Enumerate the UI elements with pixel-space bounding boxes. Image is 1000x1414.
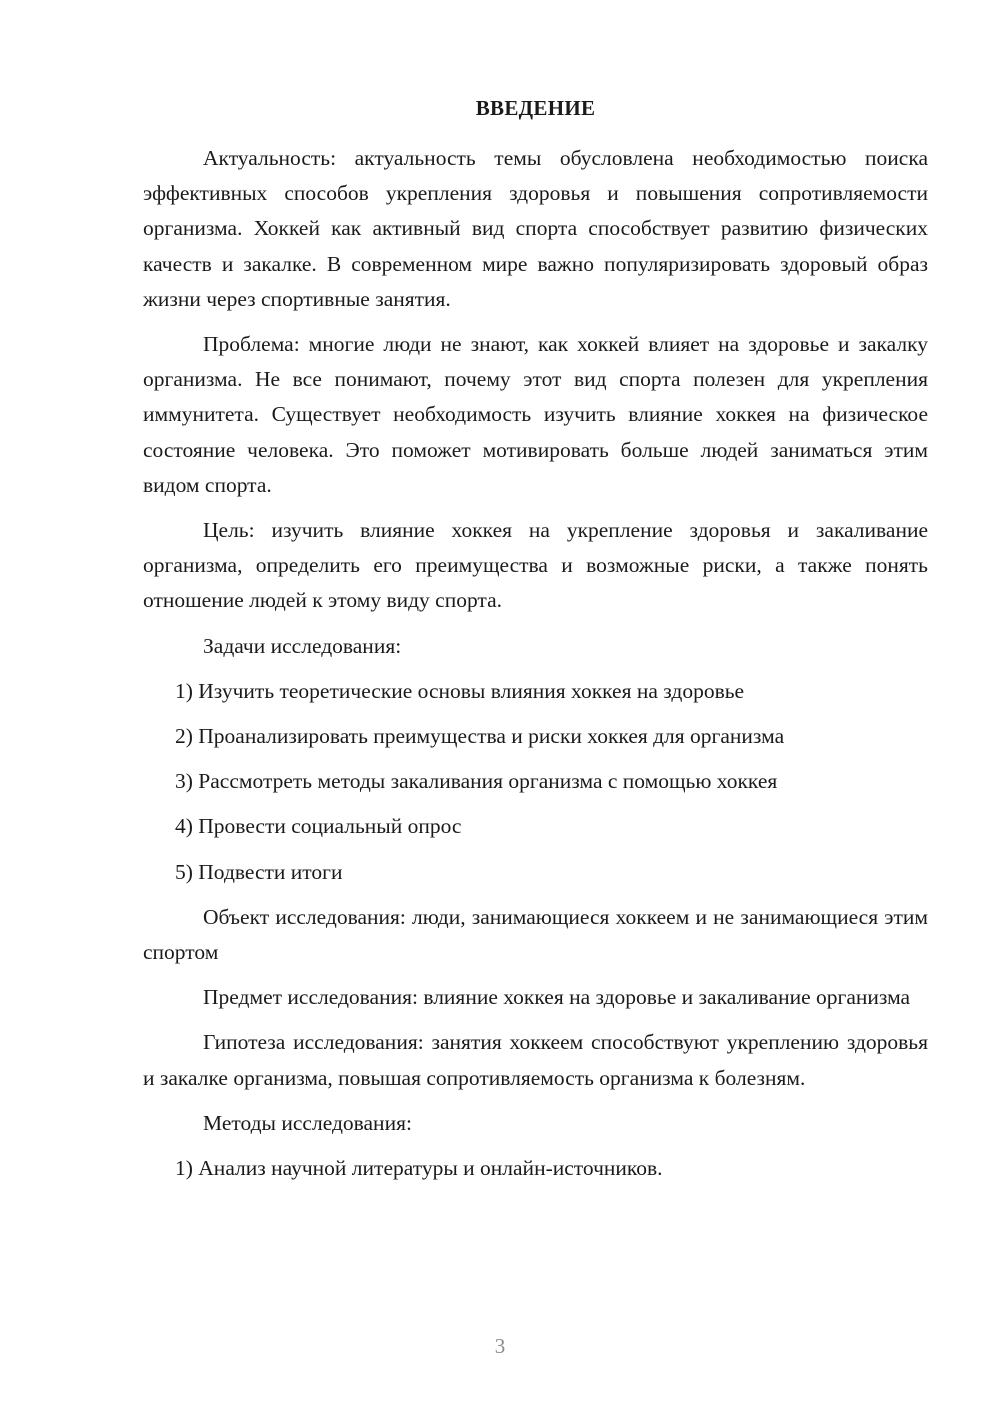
document-page bbox=[143, 96, 928, 1196]
list-item: 4) Провести социальный опрос bbox=[175, 814, 462, 839]
list-item: 1) Изучить теоретические основы влияния хоккея на здоровье bbox=[175, 678, 745, 703]
page-title: ВВЕДЕНИЕ bbox=[475, 96, 596, 120]
methods-heading: Методы исследования: bbox=[203, 1110, 412, 1135]
tasks-heading: Задачи исследования: bbox=[203, 633, 402, 658]
tasks-list bbox=[143, 674, 928, 890]
list-item: 3) Рассмотреть методы закаливания организма с помощью хоккея bbox=[175, 769, 778, 794]
relevance-paragraph: Актуальность: актуальность темы обусловлена необходимостью поиска эффективных способов укрепления здоровья и повышения сопротивляемости организма. Хоккей как активный вид спорта способствует развитию физических качеств и закалке. В современном мире важно популяризировать здоровый образ жизни через спортивные занятия. bbox=[143, 146, 928, 311]
methods-list bbox=[143, 1151, 928, 1186]
list-item: 2) Проанализировать преимущества и риски хоккея для организма bbox=[175, 724, 785, 749]
subject-paragraph: Предмет исследования: влияние хоккея на здоровье и закаливание организма bbox=[203, 985, 911, 1010]
hypothesis-paragraph: Гипотеза исследования: занятия хоккеем способствуют укреплению здоровья и закалке организма, повышая сопротивляемость организма к болезням. bbox=[143, 1030, 928, 1090]
list-item: 1) Анализ научной литературы и онлайн-источников. bbox=[175, 1156, 663, 1181]
problem-paragraph: Проблема: многие люди не знают, как хоккей влияет на здоровье и закалку организма. Не все понимают, почему этот вид спорта полезен для укрепления иммунитета. Существует необходимость изучить влияние хоккея на физическое состояние человека. Это поможет мотивировать больше людей заниматься этим видом спорта. bbox=[143, 332, 928, 497]
page-number: 3 bbox=[494, 1334, 506, 1358]
object-paragraph: Объект исследования: люди, занимающиеся хоккеем и не занимающиеся этим спортом bbox=[143, 904, 928, 965]
list-item: 5) Подвести итоги bbox=[175, 859, 343, 884]
goal-paragraph: Цель: изучить влияние хоккея на укрепление здоровья и закаливание организма, определить его преимущества и возможные риски, а также понять отношение людей к этому виду спорта. bbox=[143, 518, 928, 613]
